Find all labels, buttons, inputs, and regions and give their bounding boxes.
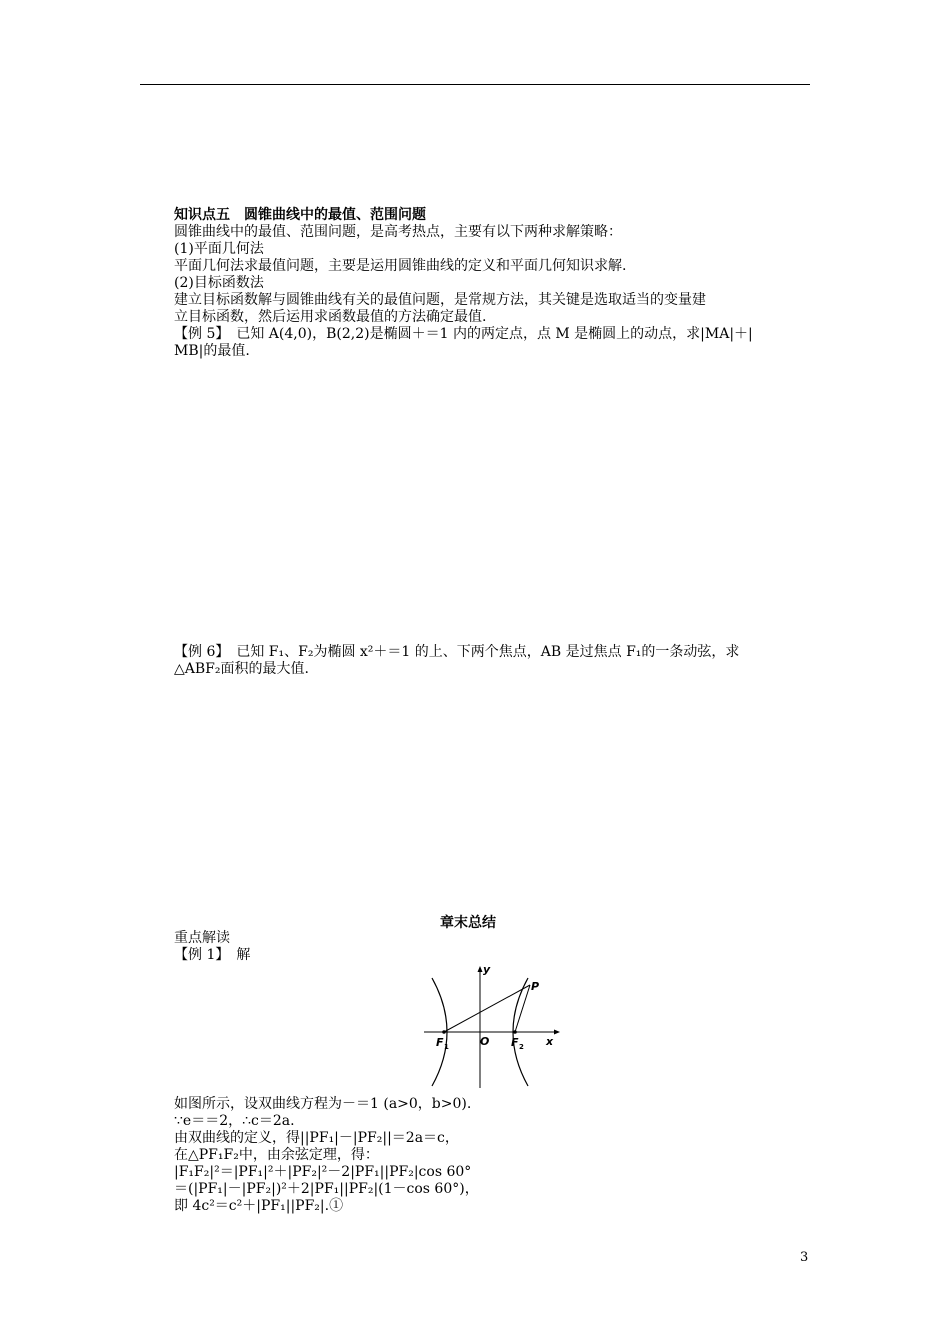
label-o: O: [480, 1035, 490, 1048]
label-f2-sub: 2: [519, 1043, 524, 1051]
label-f2: F: [511, 1036, 519, 1049]
label-f1-sub: 1: [444, 1043, 449, 1051]
example1-label: 【例 1】 解: [174, 947, 251, 963]
solution-line: 如图所示，设双曲线方程为－＝1 (a>0，b>0).: [174, 1096, 472, 1112]
section-line: 建立目标函数解与圆锥曲线有关的最值问题，是常规方法，其关键是选取适当的变量建: [174, 292, 706, 308]
solution-line: 由双曲线的定义，得||PF₁|－|PF₂||＝2a＝c，: [174, 1130, 459, 1146]
solution-line: ∵e＝＝2，∴c＝2a.: [174, 1113, 295, 1129]
label-f1: F: [436, 1036, 444, 1049]
hyperbola-figure: [418, 960, 568, 1092]
chapter-summary-title: 章末总结: [440, 915, 496, 931]
page-number: 3: [800, 1250, 809, 1265]
solution-line: 在△PF₁F₂中，由余弦定理，得：: [174, 1147, 379, 1163]
point-f1: [442, 1030, 446, 1034]
solution-line: 即 4c²＝c²＋|PF₁||PF₂|.①: [174, 1198, 344, 1214]
x-axis-arrow: [554, 1030, 560, 1035]
example5-line: MB|的最值.: [174, 343, 250, 359]
solution-line: |F₁F₂|²＝|PF₁|²＋|PF₂|²－2|PF₁||PF₂|cos 60°: [174, 1164, 472, 1180]
section-line: (2)目标函数法: [174, 275, 264, 291]
section-line: 立目标函数，然后运用求函数最值的方法确定最值.: [174, 309, 487, 325]
section-line: 圆锥曲线中的最值、范围问题，是高考热点，主要有以下两种求解策略：: [174, 224, 622, 240]
solution-line: ＝(|PF₁|－|PF₂|)²＋2|PF₁||PF₂|(1－cos 60°)，: [174, 1181, 479, 1197]
label-p: P: [531, 980, 540, 993]
header-rule: [140, 84, 810, 85]
example5-line: 【例 5】 已知 A(4,0)，B(2,2)是椭圆＋＝1 内的两定点，点 M 是椭圆上的动点，求|MA|＋|: [174, 326, 753, 342]
label-x: x: [546, 1035, 554, 1048]
example6-line: 【例 6】 已知 F₁、F₂为椭圆 x²＋＝1 的上、下两个焦点，AB 是过焦点 F₁的一条动弦，求: [174, 644, 740, 660]
label-y: y: [483, 963, 491, 976]
example6-line: △ABF₂面积的最大值.: [174, 661, 309, 677]
point-f2: [513, 1030, 517, 1034]
section-line: (1)平面几何法: [174, 241, 264, 257]
summary-subheading: 重点解读: [174, 930, 230, 946]
y-axis-arrow: [478, 966, 483, 972]
section-line: 平面几何法求最值问题，主要是运用圆锥曲线的定义和平面几何知识求解.: [174, 258, 627, 274]
section-heading: 知识点五 圆锥曲线中的最值、范围问题: [174, 207, 426, 223]
